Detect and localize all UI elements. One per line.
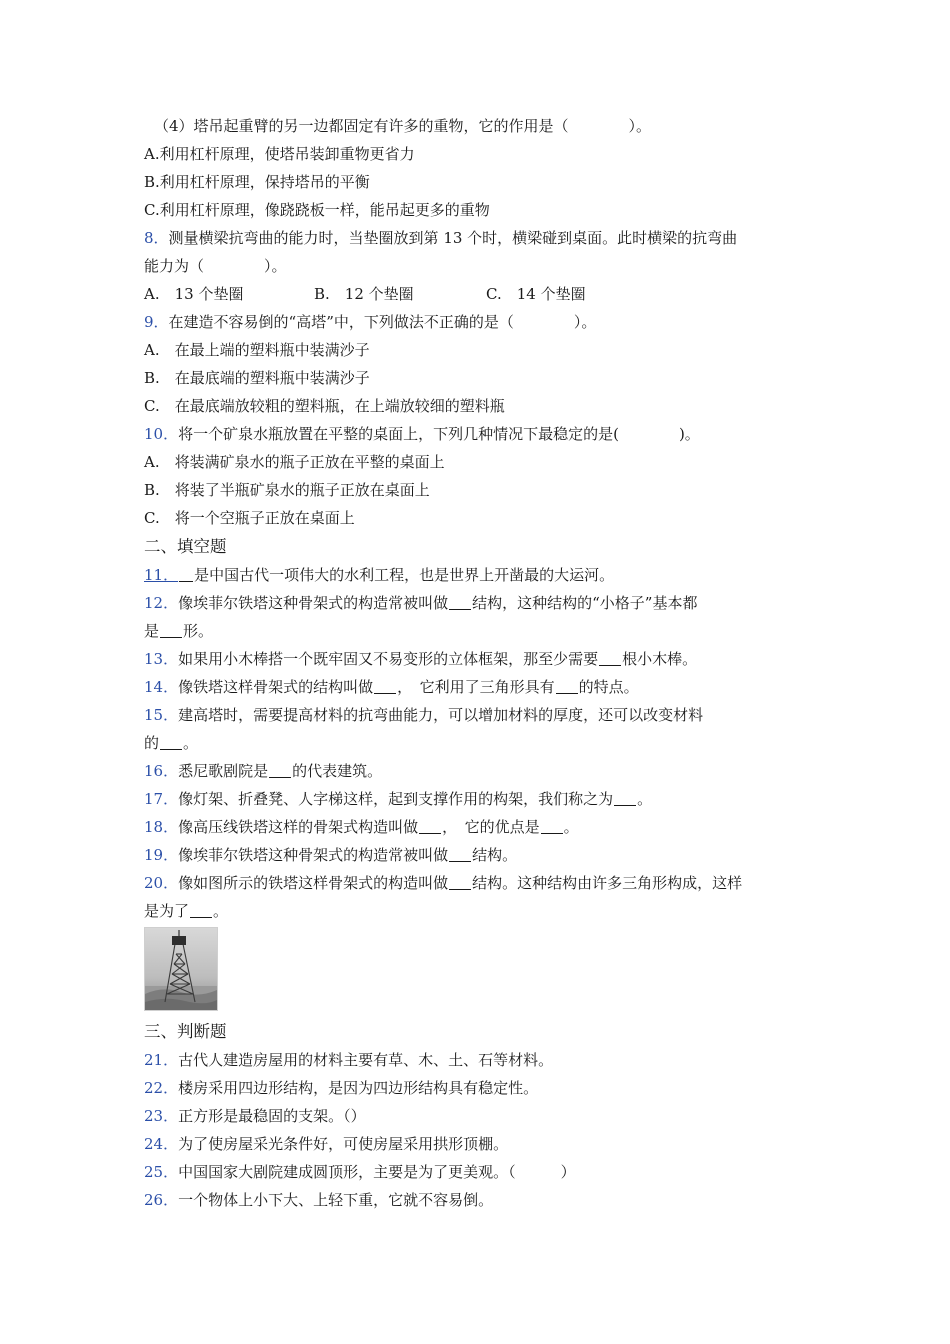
q20-text-3: 是为了 bbox=[144, 902, 190, 920]
q25 bbox=[144, 1158, 814, 1186]
q10-number: 10． bbox=[144, 425, 179, 443]
q11-text: 是中国古代一项伟大的水利工程，也是世界上开凿最的大运河。 bbox=[194, 566, 615, 584]
q26-number: 26． bbox=[144, 1191, 179, 1209]
q15-blank bbox=[160, 733, 182, 750]
q8-option-a: A. 13 个垫圈 bbox=[144, 285, 244, 303]
q19-number: 19． bbox=[144, 846, 179, 864]
q13-text-1: 如果用小木棒搭一个既牢固又不易变形的立体框架，那至少需要 bbox=[178, 650, 599, 668]
q19 bbox=[144, 841, 814, 869]
section-heading-true-false: 三、判断题 bbox=[144, 1022, 227, 1041]
q26 bbox=[144, 1186, 814, 1214]
q18-number: 18． bbox=[144, 818, 179, 836]
q23-number: 23． bbox=[144, 1107, 179, 1125]
q12-line2 bbox=[144, 617, 814, 645]
q20-text-2: 结构。这种结构由许多三角形构成，这样 bbox=[472, 874, 743, 892]
q22-text: 楼房采用四边形结构，是因为四边形结构具有稳定性。 bbox=[178, 1079, 539, 1097]
q20-number: 20． bbox=[144, 874, 179, 892]
q8-option-b: B. 12 个垫圈 bbox=[314, 285, 414, 303]
q17-text-1: 像灯架、折叠凳、人字梯这样，起到支撑作用的构架，我们称之为 bbox=[178, 790, 614, 808]
q8-stem-line1: 测量横梁抗弯曲的能力时，当垫圈放到第 13 个时，横梁碰到桌面。此时横梁的抗弯曲 bbox=[168, 229, 738, 247]
q9-number: 9． bbox=[144, 313, 169, 331]
q26-text: 一个物体上小下大、上轻下重，它就不容易倒。 bbox=[178, 1191, 494, 1209]
q9-option-a: A. 在最上端的塑料瓶中装满沙子 bbox=[144, 341, 370, 359]
q12-text-2: 结构，这种结构的“小格子”基本都 bbox=[472, 594, 698, 612]
q12-number: 12． bbox=[144, 594, 179, 612]
q18-blank-1 bbox=[419, 817, 441, 834]
q8-options bbox=[144, 280, 814, 308]
q8-option-c: C. 14 个垫圈 bbox=[486, 285, 586, 303]
q22 bbox=[144, 1074, 814, 1102]
q10-option-b: B. 将装了半瓶矿泉水的瓶子正放在桌面上 bbox=[144, 481, 430, 499]
q14-text-3: 的特点。 bbox=[578, 678, 639, 696]
q11-number: 11． bbox=[144, 566, 179, 584]
q9-option-b: B. 在最底端的塑料瓶中装满沙子 bbox=[144, 369, 370, 387]
q12-text-1: 像埃菲尔铁塔这种骨架式的构造常被叫做 bbox=[178, 594, 449, 612]
q13-number: 13． bbox=[144, 650, 179, 668]
q12-text-4: 形。 bbox=[183, 622, 214, 640]
q21 bbox=[144, 1046, 814, 1074]
q14-text-1: 像铁塔这样骨架式的结构叫做 bbox=[178, 678, 374, 696]
iron-tower-photo bbox=[144, 927, 218, 1011]
q9-stem bbox=[144, 308, 814, 336]
q25-text: 中国国家大剧院建成圆顶形，主要是为了更美观。（ ） bbox=[178, 1163, 576, 1181]
q10-option-c: C. 将一个空瓶子正放在桌面上 bbox=[144, 509, 355, 527]
q8-stem-line2: 能力为（ ）。 bbox=[144, 257, 287, 275]
q17-text-2: 。 bbox=[637, 790, 653, 808]
q20-blank-2 bbox=[190, 901, 212, 918]
q18-text-1: 像高压线铁塔这样的骨架式构造叫做 bbox=[178, 818, 419, 836]
q9-option-c: C. 在最底端放较粗的塑料瓶，在上端放较细的塑料瓶 bbox=[144, 397, 505, 415]
q14-number: 14． bbox=[144, 678, 179, 696]
q12-blank-2 bbox=[160, 621, 182, 638]
q15-number: 15． bbox=[144, 706, 179, 724]
q12-line1 bbox=[144, 589, 814, 617]
q14-blank-1 bbox=[374, 677, 396, 694]
q23 bbox=[144, 1102, 814, 1130]
q24-number: 24． bbox=[144, 1135, 179, 1153]
q7-4-option-a: A.利用杠杆原理，使塔吊装卸重物更省力 bbox=[144, 145, 415, 163]
q12-text-3: 是 bbox=[144, 622, 160, 640]
q16-text-2: 的代表建筑。 bbox=[292, 762, 383, 780]
q15-text-2: 的 bbox=[144, 734, 160, 752]
q17-number: 17． bbox=[144, 790, 179, 808]
q16-blank bbox=[269, 761, 291, 778]
q12-blank-1 bbox=[449, 593, 471, 610]
q17 bbox=[144, 785, 814, 813]
q11-blank bbox=[179, 565, 193, 582]
q10-stem-text: 将一个矿泉水瓶放置在平整的桌面上，下列几种情况下最稳定的是( )。 bbox=[178, 425, 700, 443]
section-heading-fill-blank: 二、填空题 bbox=[144, 537, 227, 556]
q21-text: 古代人建造房屋用的材料主要有草、木、土、石等材料。 bbox=[178, 1051, 554, 1069]
q17-blank bbox=[614, 789, 636, 806]
q15-line1 bbox=[144, 701, 814, 729]
q14-text-2: ， 它利用了三角形具有 bbox=[397, 678, 555, 696]
q19-text-1: 像埃菲尔铁塔这种骨架式的构造常被叫做 bbox=[178, 846, 449, 864]
q20-text-1: 像如图所示的铁塔这样骨架式的构造叫做 bbox=[178, 874, 449, 892]
q18-blank-2 bbox=[541, 817, 563, 834]
q10-option-a: A. 将装满矿泉水的瓶子正放在平整的桌面上 bbox=[144, 453, 445, 471]
q7-4-option-c: C.利用杠杆原理，像跷跷板一样，能吊起更多的重物 bbox=[144, 201, 490, 219]
q13-blank bbox=[599, 649, 621, 666]
q7-4-stem: （4）塔吊起重臂的另一边都固定有许多的重物，它的作用是（ ）。 bbox=[154, 117, 652, 135]
q8-stem bbox=[144, 224, 814, 252]
q22-number: 22． bbox=[144, 1079, 179, 1097]
q20-line2 bbox=[144, 897, 814, 925]
q14-blank-2 bbox=[556, 677, 578, 694]
q24-text: 为了使房屋采光条件好，可使房屋采用拱形顶棚。 bbox=[178, 1135, 509, 1153]
q21-number: 21． bbox=[144, 1051, 179, 1069]
q13-text-2: 根小木棒。 bbox=[622, 650, 698, 668]
q19-blank bbox=[449, 845, 471, 862]
q16 bbox=[144, 757, 814, 785]
q19-text-2: 结构。 bbox=[472, 846, 518, 864]
worksheet-page bbox=[144, 112, 814, 1214]
q18-text-2: ， 它的优点是 bbox=[442, 818, 540, 836]
q13 bbox=[144, 645, 814, 673]
q14 bbox=[144, 673, 814, 701]
q9-stem-text: 在建造不容易倒的“高塔”中，下列做法不正确的是（ ）。 bbox=[168, 313, 597, 331]
q15-text-3: 。 bbox=[183, 734, 199, 752]
q23-text: 正方形是最稳固的支架。（） bbox=[178, 1107, 366, 1125]
q15-text-1: 建高塔时，需要提高材料的抗弯曲能力，可以增加材料的厚度，还可以改变材料 bbox=[178, 706, 704, 724]
q16-number: 16． bbox=[144, 762, 179, 780]
q18 bbox=[144, 813, 814, 841]
q20-blank-1 bbox=[449, 873, 471, 890]
q7-4-option-b: B.利用杠杆原理，保持塔吊的平衡 bbox=[144, 173, 370, 191]
q25-number: 25． bbox=[144, 1163, 179, 1181]
q10-stem bbox=[144, 420, 814, 448]
q15-line2 bbox=[144, 729, 814, 757]
q18-text-3: 。 bbox=[563, 818, 579, 836]
q20-text-4: 。 bbox=[213, 902, 229, 920]
q8-number: 8． bbox=[144, 229, 169, 247]
q16-text-1: 悉尼歌剧院是 bbox=[178, 762, 269, 780]
q24 bbox=[144, 1130, 814, 1158]
q11 bbox=[144, 561, 814, 589]
q20-line1 bbox=[144, 869, 814, 897]
